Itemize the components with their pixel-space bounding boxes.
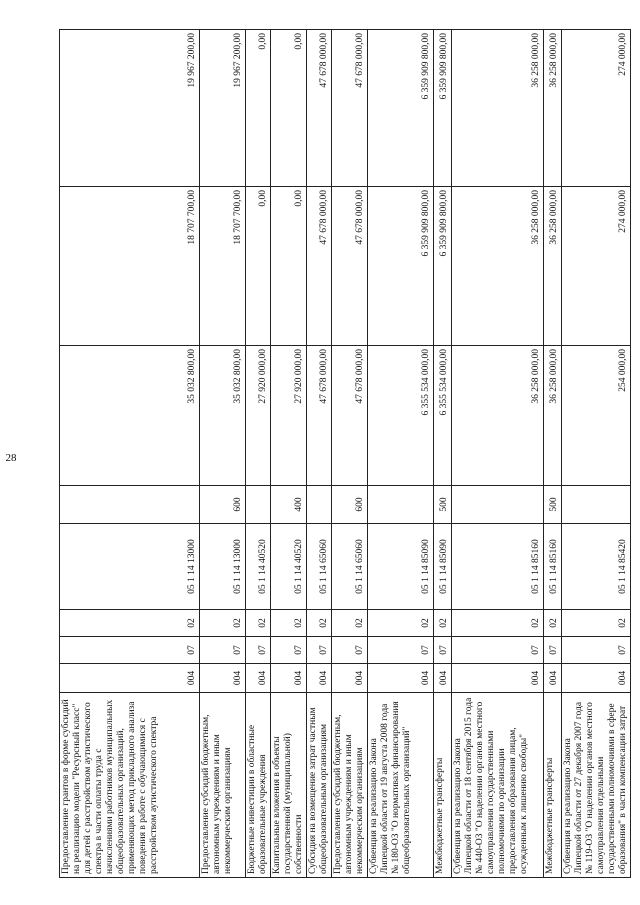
row-amount-2: 6 359 909 800,00 (434, 187, 452, 346)
row-amount-2: 0,00 (271, 187, 307, 346)
row-expense-type (246, 486, 271, 524)
row-amount-3: 47 678 000,00 (307, 30, 332, 187)
row-amount-2: 274 000,00 (562, 187, 631, 346)
table-row (271, 30, 307, 878)
table-row (452, 30, 544, 878)
row-expense-type: 600 (200, 486, 246, 524)
row-section-code: 07 (544, 637, 562, 664)
budget-table (59, 29, 631, 878)
row-section-code: 07 (332, 637, 368, 664)
row-gov-code: 004 (452, 664, 544, 693)
table-row (544, 30, 562, 878)
budget-table-body (60, 30, 631, 878)
row-amount-2: 18 707 700,00 (200, 187, 246, 346)
row-gov-code: 004 (544, 664, 562, 693)
row-name: Межбюджетные трансферты (544, 693, 562, 878)
row-section-code: 07 (562, 637, 631, 664)
row-subsection-code: 02 (246, 610, 271, 637)
row-amount-2: 18 707 700,00 (60, 187, 200, 346)
row-amount-2: 0,00 (246, 187, 271, 346)
table-row (246, 30, 271, 878)
row-amount-2: 36 258 000,00 (452, 187, 544, 346)
table-row (562, 30, 631, 878)
table-row (434, 30, 452, 878)
row-target-code: 05 1 14 40520 (246, 524, 271, 610)
row-gov-code: 004 (332, 664, 368, 693)
row-amount-3: 0,00 (246, 30, 271, 187)
row-subsection-code: 02 (544, 610, 562, 637)
row-amount-3: 6 359 909 800,00 (368, 30, 434, 187)
row-section-code: 07 (307, 637, 332, 664)
row-section-code: 07 (434, 637, 452, 664)
row-amount-1: 47 678 000,00 (332, 346, 368, 486)
row-target-code: 05 1 14 13000 (200, 524, 246, 610)
row-section-code: 07 (200, 637, 246, 664)
row-amount-1: 47 678 000,00 (307, 346, 332, 486)
row-amount-2: 47 678 000,00 (307, 187, 332, 346)
page-number: 28 (5, 452, 17, 464)
table-row (200, 30, 246, 878)
row-amount-1: 35 032 800,00 (60, 346, 200, 486)
row-subsection-code: 02 (434, 610, 452, 637)
row-target-code: 05 1 14 85420 (562, 524, 631, 610)
row-gov-code: 004 (246, 664, 271, 693)
budget-table-rotated (59, 30, 628, 878)
row-amount-1: 6 355 534 000,00 (368, 346, 434, 486)
row-subsection-code: 02 (332, 610, 368, 637)
row-section-code: 07 (452, 637, 544, 664)
row-subsection-code: 02 (271, 610, 307, 637)
row-gov-code: 004 (271, 664, 307, 693)
row-name: Субсидия на возмещение затрат частным общеобразовательным организациям (307, 693, 332, 878)
row-gov-code: 004 (200, 664, 246, 693)
budget-table-area (59, 30, 628, 878)
row-amount-2: 6 359 909 800,00 (368, 187, 434, 346)
row-amount-3: 19 967 200,00 (200, 30, 246, 187)
row-expense-type (562, 486, 631, 524)
row-amount-1: 27 920 000,00 (271, 346, 307, 486)
row-subsection-code: 02 (368, 610, 434, 637)
row-subsection-code: 02 (307, 610, 332, 637)
row-gov-code: 004 (60, 664, 200, 693)
row-section-code: 07 (271, 637, 307, 664)
row-amount-3: 36 258 000,00 (544, 30, 562, 187)
row-gov-code: 004 (434, 664, 452, 693)
row-subsection-code: 02 (452, 610, 544, 637)
row-amount-1: 36 258 000,00 (452, 346, 544, 486)
row-target-code: 05 1 14 85090 (368, 524, 434, 610)
row-name: Субвенция на реализацию Закона Липецкой области от 19 августа 2008 года № 180-ОЗ "О нормативах финансирования общеобразовательных организаций" (368, 693, 434, 878)
row-expense-type (307, 486, 332, 524)
row-amount-3: 0,00 (271, 30, 307, 187)
row-section-code: 07 (368, 637, 434, 664)
row-amount-1: 36 258 000,00 (544, 346, 562, 486)
row-target-code: 05 1 14 65060 (332, 524, 368, 610)
row-subsection-code: 02 (200, 610, 246, 637)
row-expense-type (368, 486, 434, 524)
row-amount-1: 27 920 000,00 (246, 346, 271, 486)
row-expense-type (60, 486, 200, 524)
row-target-code: 05 1 14 13000 (60, 524, 200, 610)
row-expense-type: 600 (332, 486, 368, 524)
row-amount-2: 36 258 000,00 (544, 187, 562, 346)
row-target-code: 05 1 14 65060 (307, 524, 332, 610)
row-expense-type: 400 (271, 486, 307, 524)
row-section-code: 07 (246, 637, 271, 664)
table-row (60, 30, 200, 878)
row-name: Предоставление субсидий бюджетным, автономным учреждениям и иным некоммерческим организациям (332, 693, 368, 878)
row-gov-code: 004 (562, 664, 631, 693)
row-name: Предоставление грантов в форме субсидий на реализацию модели "Ресурсный класс" для детей с расстройством аутистического спектра в части оплаты труда с начислениями работников муниципальных общеобразовательных организаций, применяющих метод прикладного анализа поведения в работе с обучающимися с расстройством аутистического спектра (60, 693, 200, 878)
row-amount-1: 35 032 800,00 (200, 346, 246, 486)
row-gov-code: 004 (368, 664, 434, 693)
row-target-code: 05 1 14 85160 (452, 524, 544, 610)
row-amount-1: 6 355 534 000,00 (434, 346, 452, 486)
row-name: Бюджетные инвестиции в областные образовательные учреждения (246, 693, 271, 878)
row-name: Капитальные вложения в объекты государственной (муниципальной) собственности (271, 693, 307, 878)
table-row (332, 30, 368, 878)
row-target-code: 05 1 14 85160 (544, 524, 562, 610)
row-amount-2: 47 678 000,00 (332, 187, 368, 346)
row-amount-3: 274 000,00 (562, 30, 631, 187)
row-section-code: 07 (60, 637, 200, 664)
table-row (368, 30, 434, 878)
row-expense-type: 500 (544, 486, 562, 524)
row-name: Субвенция на реализацию Закона Липецкой области от 18 сентября 2015 года № 440-ОЗ "О наделении органов местного самоуправления государственными полномочиями по организации предоставления образования лицам, осужденным к лишению свободы" (452, 693, 544, 878)
row-name: Предоставление субсидий бюджетным, автономным учреждениям и иным некоммерческим организациям (200, 693, 246, 878)
table-row (307, 30, 332, 878)
row-name: Субвенция на реализацию Закона Липецкой области от 27 декабря 2007 года № 119-ОЗ "О наделении органов местного самоуправления отдельными государственными полномочиями в сфере образования" в части компенсации затрат (562, 693, 631, 878)
row-expense-type: 500 (434, 486, 452, 524)
row-target-code: 05 1 14 85090 (434, 524, 452, 610)
row-amount-3: 36 258 000,00 (452, 30, 544, 187)
row-name: Межбюджетные трансферты (434, 693, 452, 878)
row-amount-3: 19 967 200,00 (60, 30, 200, 187)
row-subsection-code: 02 (60, 610, 200, 637)
row-expense-type (452, 486, 544, 524)
row-amount-3: 47 678 000,00 (332, 30, 368, 187)
row-subsection-code: 02 (562, 610, 631, 637)
row-gov-code: 004 (307, 664, 332, 693)
row-target-code: 05 1 14 40520 (271, 524, 307, 610)
row-amount-1: 254 000,00 (562, 346, 631, 486)
row-amount-3: 6 359 909 800,00 (434, 30, 452, 187)
